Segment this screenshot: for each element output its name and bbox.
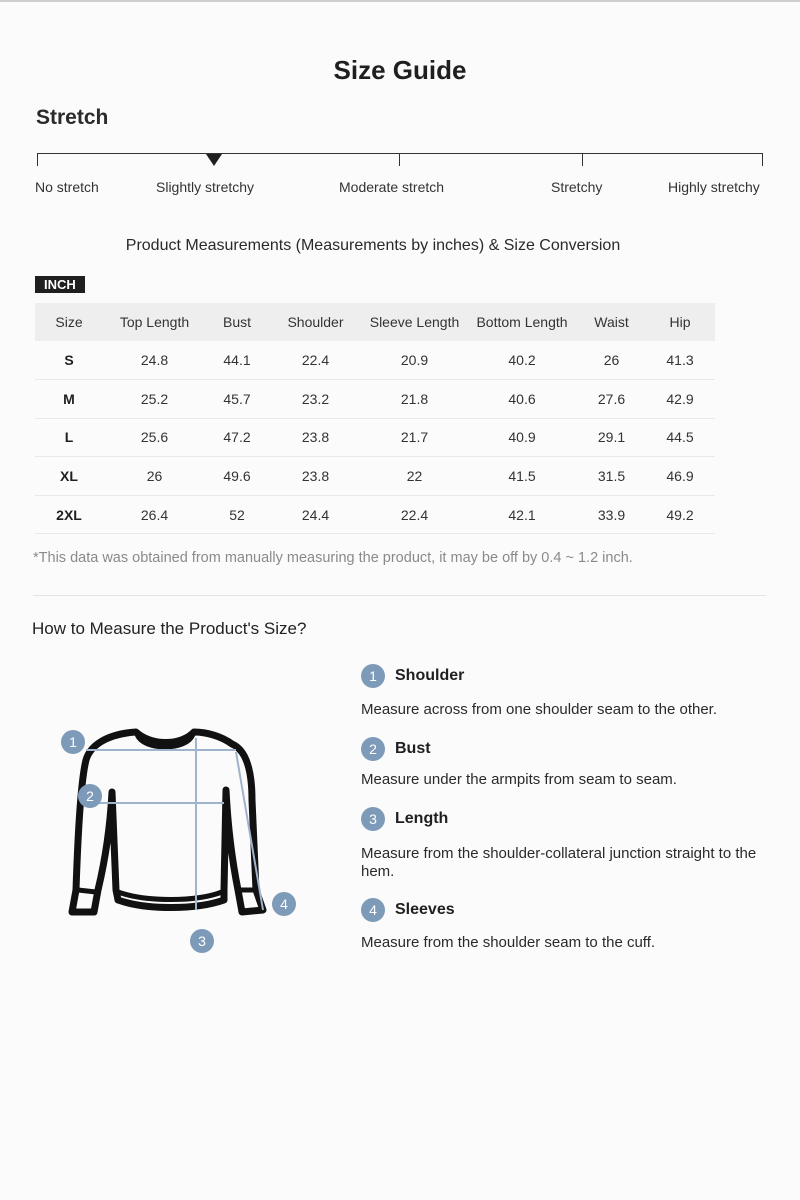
table-cell: 26 [578,341,645,380]
table-cell: 44.1 [206,341,268,380]
number-badge-icon: 3 [361,807,385,831]
stretch-heading: Stretch [36,106,109,129]
stretch-selected-marker-icon [206,154,222,166]
howto-title: How to Measure the Product's Size? [32,619,307,638]
table-header-row [35,303,715,341]
table-row [35,418,715,457]
table-cell: 20.9 [363,341,466,380]
size-table [35,303,715,534]
table-cell: 23.2 [268,380,363,419]
guide-item-sleeves-desc: Measure from the shoulder seam to the cuff. [361,934,656,951]
table-cell: 21.8 [363,380,466,419]
table-cell: 44.5 [645,418,715,457]
measurement-footnote: *This data was obtained from manually measuring the product, it may be off by 0.4 ~ 1.2 inch. [33,550,633,566]
table-row [35,457,715,496]
table-cell: 24.4 [268,495,363,534]
page-title: Size Guide [333,55,467,85]
sweater-diagram [56,720,306,960]
number-badge-icon: 4 [361,898,385,922]
column-header: Top Length [103,303,206,341]
column-header: Bottom Length [466,303,578,341]
stretch-level-moderate-stretch: Moderate stretch [339,179,445,195]
table-cell: 31.5 [578,457,645,496]
table-cell: 22 [363,457,466,496]
stretch-tick [37,153,38,166]
number-badge-icon: 1 [361,664,385,688]
column-header: Size [35,303,103,341]
guide-item-label: Length [395,810,449,827]
table-cell: 22.4 [363,495,466,534]
guide-item-label: Bust [395,740,431,757]
stretch-level-slightly-stretchy: Slightly stretchy [156,179,255,195]
table-cell: 25.6 [103,418,206,457]
guide-item-sleeves-title [361,898,455,922]
table-cell: 49.6 [206,457,268,496]
guide-item-bust-desc: Measure under the armpits from seam to seam. [361,771,677,788]
section-divider [33,595,766,596]
guide-item-bust-title [361,737,431,761]
guide-item-label: Shoulder [395,667,465,684]
table-cell: 23.8 [268,457,363,496]
size-cell: XL [35,457,103,496]
table-cell: 33.9 [578,495,645,534]
table-cell: 23.8 [268,418,363,457]
column-header: Bust [206,303,268,341]
guide-item-length-desc: Measure from the shoulder-collateral junction straight to the hem. [361,845,757,880]
size-cell: L [35,418,103,457]
stretch-level-stretchy: Stretchy [551,179,603,195]
diagram-marker-3 [190,929,214,953]
table-cell: 41.5 [466,457,578,496]
guide-item-length-title [361,807,448,831]
table-cell: 47.2 [206,418,268,457]
stretch-tick [762,153,763,166]
guide-item-shoulder-title [361,664,464,688]
stretch-level-no-stretch: No stretch [35,179,99,195]
number-badge-icon: 2 [361,737,385,761]
diagram-marker-label: 4 [280,896,288,912]
column-header: Sleeve Length [363,303,466,341]
unit-badge: INCH [35,276,85,293]
table-cell: 22.4 [268,341,363,380]
guide-item-label: Sleeves [395,901,455,918]
table-cell: 27.6 [578,380,645,419]
measurements-title: Product Measurements (Measurements by inches) & Size Conversion [125,237,621,254]
column-header: Hip [645,303,715,341]
table-cell: 26 [103,457,206,496]
table-cell: 46.9 [645,457,715,496]
top-rule [0,0,800,2]
diagram-marker-1 [61,730,85,754]
table-cell: 41.3 [645,341,715,380]
table-cell: 26.4 [103,495,206,534]
table-row [35,341,715,380]
sweater-outline-icon [72,732,263,912]
table-row [35,495,715,534]
diagram-marker-label: 2 [86,788,94,804]
table-cell: 52 [206,495,268,534]
diagram-marker-2 [78,784,102,808]
table-cell: 21.7 [363,418,466,457]
size-cell: S [35,341,103,380]
table-cell: 40.2 [466,341,578,380]
table-cell: 42.9 [645,380,715,419]
size-cell: 2XL [35,495,103,534]
column-header: Waist [578,303,645,341]
diagram-marker-label: 1 [69,734,77,750]
table-cell: 25.2 [103,380,206,419]
stretch-tick [582,153,583,166]
table-cell: 49.2 [645,495,715,534]
table-cell: 42.1 [466,495,578,534]
table-cell: 45.7 [206,380,268,419]
table-cell: 40.6 [466,380,578,419]
size-cell: M [35,380,103,419]
stretch-tick [399,153,400,166]
stretch-scale-line [37,153,763,154]
guide-item-shoulder-desc: Measure across from one shoulder seam to the other. [361,701,718,718]
column-header: Shoulder [268,303,363,341]
diagram-marker-4 [272,892,296,916]
diagram-marker-label: 3 [198,933,206,949]
table-cell: 40.9 [466,418,578,457]
table-cell: 24.8 [103,341,206,380]
table-row [35,380,715,419]
stretch-level-highly-stretchy: Highly stretchy [668,179,760,195]
table-cell: 29.1 [578,418,645,457]
